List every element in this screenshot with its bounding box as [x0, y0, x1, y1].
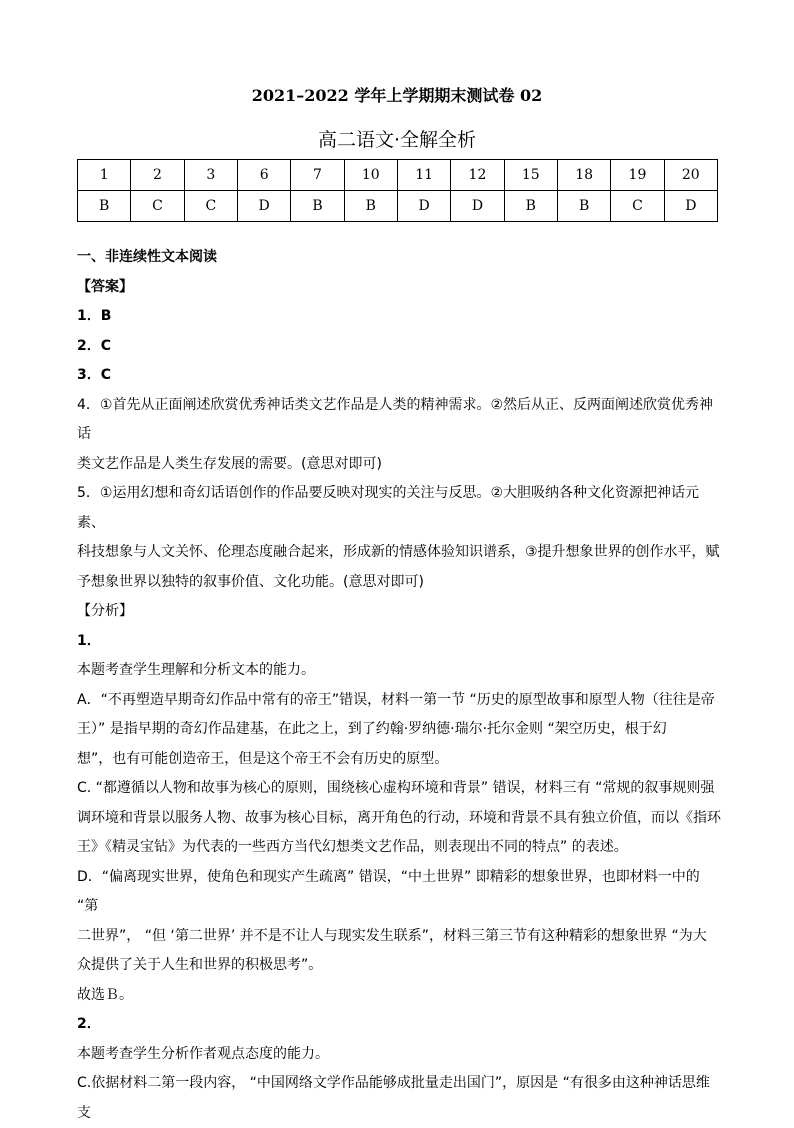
- question-number-cell: 20: [664, 160, 717, 191]
- answer-cell: C: [131, 191, 184, 222]
- answer-cell: D: [397, 191, 450, 222]
- analysis-1-option-c-line-3: 王》《精灵宝钻》为代表的一些西方当代幻想类文艺作品，则表现出不同的特点” 的表述。: [77, 839, 628, 855]
- question-number-cell: 12: [451, 160, 504, 191]
- answer-cell: D: [237, 191, 290, 222]
- answer-heading: 【答案】: [77, 278, 133, 295]
- answer-3: 3．C: [77, 367, 112, 383]
- analysis-1-option-c-line-2: 调环境和背景以服务人物、故事为核心目标，离开角色的行动，环境和背景不具有独立价值，而以《指环: [77, 809, 721, 826]
- answer-table-answers-row: [78, 191, 718, 222]
- question-number-cell: 1: [78, 160, 131, 191]
- question-number-cell: 6: [237, 160, 290, 191]
- answer-cell: B: [557, 191, 610, 222]
- question-number-cell: 10: [344, 160, 397, 191]
- answer-cell: B: [291, 191, 344, 222]
- analysis-1-option-d-line-3: 众提供了关于人生和世界的积极思考”。: [77, 957, 323, 973]
- answer-4-line-2: 类文艺作品是人类生存发展的需要。(意思对即可): [77, 455, 382, 472]
- document-body: [77, 243, 722, 1128]
- analysis-2-number: 2．: [77, 1016, 101, 1032]
- analysis-1-option-a-line-2: 王）” 是指早期的奇幻作品建基，在此之上，到了约翰·罗纳德·瑞尔·托尔金则 “架空历史，根于幻: [77, 721, 667, 737]
- answer-5-line-2: 科技想象与人文关怀、伦理态度融合起来，形成新的情感体验知识谱系，③提升想象世界的创作水平，赋: [77, 544, 720, 560]
- analysis-2-option-c-line-1: C.依据材料二第一段内容， “中国网络文学作品能够成批量走出国门”，原因是 “有很多由这种神话思维支: [77, 1075, 710, 1121]
- answer-cell: C: [611, 191, 664, 222]
- answer-cell: D: [451, 191, 504, 222]
- answer-cell: B: [344, 191, 397, 222]
- question-number-cell: 19: [611, 160, 664, 191]
- question-number-cell: 11: [397, 160, 450, 191]
- analysis-2-intro: 本题考查学生分析作者观点态度的能力。: [77, 1045, 329, 1062]
- document-subtitle: 高二语文·全解全析: [317, 129, 477, 151]
- analysis-1-option-a-line-3: 想”，也有可能创造帝王，但是这个帝王不会有历史的原型。: [77, 750, 449, 767]
- analysis-1-option-d-line-1: D．“偏离现实世界，使角色和现实产生疏离” 错误，“中土世界” 即精彩的想象世界，也即材料一中的 “第: [77, 868, 700, 914]
- answer-table: [77, 159, 718, 222]
- answer-5-line-1: 5．①运用幻想和奇幻话语创作的作品要反映对现实的关注与反思。②大胆吸纳各种文化资源把神话元素、: [77, 485, 700, 531]
- analysis-1-intro: 本题考查学生理解和分析文本的能力。: [77, 662, 315, 678]
- answer-table-numbers-row: [78, 160, 718, 191]
- question-number-cell: 15: [504, 160, 557, 191]
- analysis-1-option-a-line-1: A．“不再塑造早期奇幻作品中常有的帝王”错误，材料一第一节 “历史的原型故事和原型人物（往往是帝: [77, 691, 715, 708]
- analysis-1-option-d-line-2: 二世界”， “但 ‘第二世界’ 并不是不让人与现实发生联系”，材料三第三节有这种精彩的想象世界 “为大: [77, 927, 707, 944]
- answer-1: 1．B: [77, 308, 112, 324]
- answer-cell: B: [504, 191, 557, 222]
- answer-2: 2．C: [77, 337, 112, 354]
- answer-cell: B: [78, 191, 131, 222]
- question-number-cell: 18: [557, 160, 610, 191]
- question-number-cell: 2: [131, 160, 184, 191]
- answer-cell: C: [184, 191, 237, 222]
- answer-cell: D: [664, 191, 717, 222]
- question-number-cell: 3: [184, 160, 237, 191]
- analysis-1-number: 1．: [77, 632, 101, 649]
- answer-4-line-1: 4．①首先从正面阐述欣赏优秀神话类文艺作品是人类的精神需求。②然后从正、反两面阐述欣赏优秀神话: [77, 396, 714, 442]
- question-number-cell: 7: [291, 160, 344, 191]
- document-title: 2021–2022 学年上学期期末测试卷 02: [251, 86, 543, 105]
- analysis-1-option-c-line-1: C. “都遵循以人物和故事为核心的原则，围绕核心虚构环境和背景” 错误，材料三有 “常规的叙事规则强: [77, 780, 715, 796]
- section-heading: 一、非连续性文本阅读: [77, 249, 217, 265]
- answer-5-line-3: 予想象世界以独特的叙事价值、文化功能。(意思对即可): [77, 573, 424, 590]
- analysis-heading: 【分析】: [77, 603, 133, 619]
- analysis-1-conclusion: 故选Ｂ。: [77, 986, 133, 1003]
